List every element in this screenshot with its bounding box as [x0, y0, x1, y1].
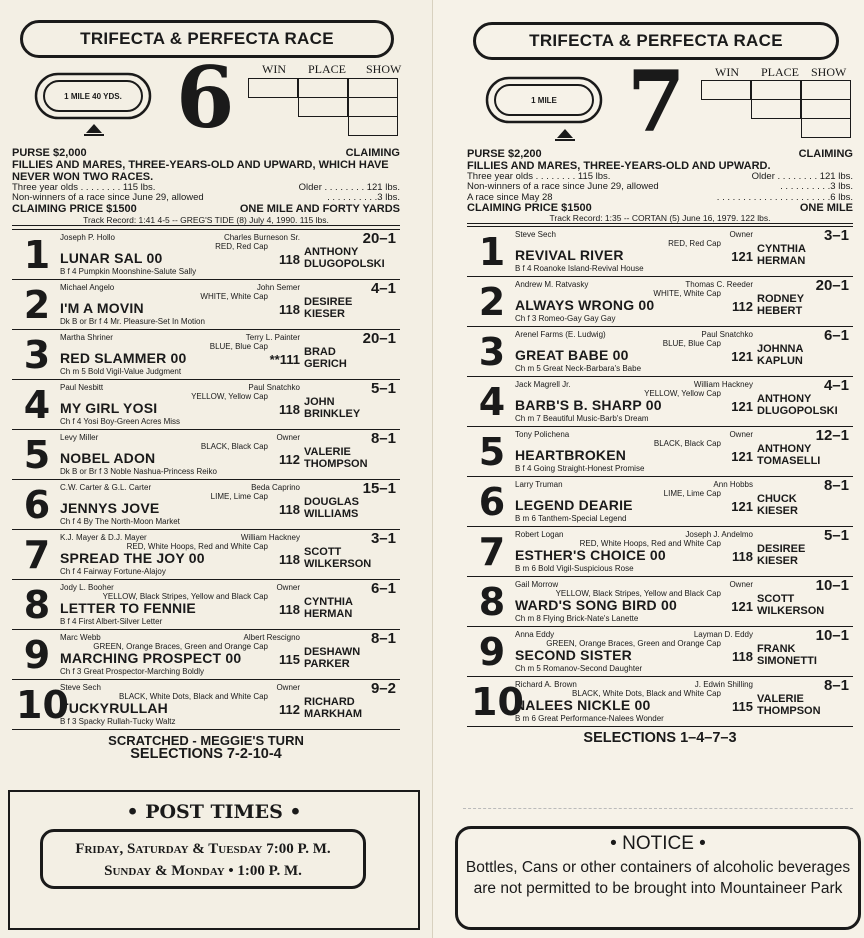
notice-text: Bottles, Cans or other containers of alcoholic beverages are not permitted to be brought into Mountaineer Park: [465, 859, 851, 897]
post-position: 5: [478, 430, 506, 474]
weight: 121: [731, 599, 753, 614]
trainer: Joseph J. Andelmo: [685, 530, 753, 539]
jockey-last-name: HEBERT: [757, 305, 803, 317]
trainer: Paul Snatchko: [701, 330, 753, 339]
race-conditions: [467, 149, 853, 214]
entry-row: [467, 377, 853, 427]
horse-name: REVIVAL RIVER: [515, 247, 624, 263]
horse-name: GREAT BABE 00: [515, 347, 629, 363]
trainer: William Hackney: [240, 533, 300, 542]
pedigree: B m 6 Great Performance-Nalees Wonder: [515, 714, 664, 723]
start-pointer-icon: [84, 123, 104, 135]
trainer: Charles Burneson Sr.: [223, 233, 300, 242]
entry-row: [12, 580, 400, 630]
entry-row: [467, 577, 853, 627]
post-position: 3: [478, 330, 506, 374]
weight: 112: [279, 452, 300, 467]
pedigree: Ch m 8 Flying Brick-Nate's Lanette: [515, 614, 639, 623]
horse-name: RED SLAMMER 00: [60, 350, 187, 366]
horse-name: LETTER TO FENNIE: [60, 600, 196, 616]
morning-line-odds: 20–1: [362, 230, 396, 247]
race-number: 6: [176, 48, 235, 147]
pedigree: B f 3 Spacky Rullah-Tucky Waltz: [60, 717, 176, 726]
weight: 121: [731, 399, 753, 414]
weight: 118: [279, 252, 300, 267]
jockey-first-name: DESIREE: [304, 296, 353, 308]
morning-line-odds: 20–1: [362, 330, 396, 347]
trainer: John Semer: [256, 283, 300, 292]
trainer: Owner: [729, 230, 753, 239]
claiming-price: CLAIMING PRICE $1500: [467, 202, 592, 214]
silks: BLACK, White Dots, Black and White Cap: [572, 689, 721, 698]
show-label: SHOW: [366, 62, 402, 76]
morning-line-odds: 10–1: [815, 577, 849, 594]
silks: GREEN, Orange Braces, Green and Orange Cap: [93, 642, 268, 651]
owner: Joseph P. Hollo: [60, 233, 115, 242]
owner: Anna Eddy: [515, 630, 555, 639]
start-pointer-icon: [555, 128, 575, 140]
jockey-first-name: JOHNNA: [757, 343, 804, 355]
trainer: Owner: [729, 430, 753, 439]
wps-labels: [715, 65, 857, 80]
entry-row: [12, 630, 400, 680]
weight: 121: [731, 249, 753, 264]
post-position: 4: [478, 380, 506, 424]
weight: 115: [279, 652, 300, 667]
morning-line-odds: 8–1: [823, 677, 849, 694]
jockey: [304, 246, 385, 270]
jockey: [757, 593, 824, 617]
weight-three-year-olds: Three year olds . . . . . . . . 115 lbs.: [467, 170, 611, 182]
selections: SELECTIONS 1–4–7–3: [583, 730, 737, 746]
horse-name: TUCKYRULLAH: [60, 700, 168, 716]
horse-name: I'M A MOVIN: [60, 300, 144, 316]
jockey-last-name: SIMONETTI: [757, 655, 817, 667]
post-position: 4: [23, 383, 51, 427]
owner: Tony Polichena: [515, 430, 570, 439]
place-label: PLACE: [761, 65, 800, 79]
jockey-first-name: ANTHONY: [757, 393, 812, 405]
silks: LIME, Lime Cap: [210, 492, 268, 501]
track-oval-icon: [34, 72, 152, 120]
silks: LIME, Lime Cap: [663, 489, 721, 498]
jockey-first-name: CYNTHIA: [757, 243, 806, 255]
entry-row: [12, 280, 400, 330]
horse-name: ESTHER'S CHOICE 00: [515, 547, 666, 563]
pedigree: B f 4 Roanoke Island-Revival House: [515, 264, 644, 273]
jockey-last-name: KIESER: [304, 308, 345, 320]
jockey: [757, 293, 804, 317]
trainer: J. Edwin Shilling: [694, 680, 753, 689]
silks: RED, White Hoops, Red and White Cap: [126, 542, 268, 551]
owner: Richard A. Brown: [515, 680, 577, 689]
jockey: [304, 446, 368, 470]
silks: GREEN, Orange Braces, Green and Orange Cap: [546, 639, 721, 648]
weight-allowance-2-lbs: . . . . . . . . . . . . . . . . . . . . . .6 lbs.: [716, 191, 853, 203]
silks: BLACK, Black Cap: [200, 442, 268, 451]
jockey-last-name: WILLIAMS: [304, 508, 359, 520]
jockey-first-name: DESHAWN: [304, 646, 361, 658]
jockey-first-name: DOUGLAS: [304, 496, 359, 508]
entry-row: [12, 230, 400, 280]
jockey-last-name: WILKERSON: [757, 605, 825, 617]
morning-line-odds: 6–1: [823, 327, 849, 344]
pedigree: B m 6 Tanthem-Special Legend: [515, 514, 627, 523]
jockey: [757, 393, 838, 417]
trainer: Terry L. Painter: [245, 333, 300, 342]
weight-allowance: Non-winners of a race since June 29, allowed: [467, 181, 659, 192]
silks: WHITE, White Cap: [653, 289, 721, 298]
morning-line-odds: 3–1: [823, 227, 849, 244]
owner: Paul Nesbitt: [60, 383, 104, 392]
horse-name: JENNYS JOVE: [60, 500, 160, 516]
win-label: WIN: [715, 65, 739, 79]
weight: 112: [732, 299, 753, 314]
entry-row: [12, 680, 400, 730]
silks: BLACK, White Dots, Black and White Cap: [119, 692, 268, 701]
jockey-first-name: SCOTT: [757, 593, 795, 605]
jockey: [757, 643, 817, 667]
track-record: Track Record: 1:41 4-5 -- GREG'S TIDE (8) July 4, 1990. 115 lbs.: [12, 215, 400, 226]
entry-row: [467, 327, 853, 377]
jockey-last-name: WILKERSON: [304, 558, 372, 570]
owner: Martha Shriner: [60, 333, 113, 342]
morning-line-odds: 20–1: [815, 277, 849, 294]
notice-box: [455, 826, 861, 930]
pedigree: B f 4 First Albert-Silver Letter: [60, 617, 163, 626]
scratched-note: SCRATCHED - MEGGIE'S TURN: [108, 733, 304, 748]
jockey: [757, 443, 820, 467]
jockey: [304, 646, 360, 670]
jockey-last-name: HERMAN: [304, 608, 353, 620]
weight: 112: [279, 702, 300, 717]
track-oval-icon: [485, 76, 603, 124]
post-position: 3: [23, 333, 51, 377]
jockey-first-name: RICHARD: [304, 696, 355, 708]
entry-row: [467, 527, 853, 577]
conditions-text: FILLIES AND MARES, THREE-YEARS-OLD AND UPWARD, WHICH HAVE NEVER WON TWO RACES.: [12, 158, 389, 183]
post-times-line-2: Sunday & Monday • 1:00 P. M.: [104, 863, 302, 879]
entry-row: [467, 277, 853, 327]
win-label: WIN: [262, 62, 286, 76]
entry-row: [467, 227, 853, 277]
morning-line-odds: 5–1: [823, 527, 849, 544]
trainer: Ann Hobbs: [713, 480, 753, 489]
jockey-last-name: THOMPSON: [757, 705, 821, 717]
jockey-last-name: THOMPSON: [304, 458, 368, 470]
owner: Jack Magrell Jr.: [515, 380, 571, 389]
jockey-last-name: GERICH: [304, 358, 347, 370]
weight-older: Older . . . . . . . . 121 lbs.: [298, 181, 400, 193]
entry-row: [12, 480, 400, 530]
jockey-first-name: ANTHONY: [304, 246, 359, 258]
post-position: 8: [23, 583, 51, 627]
owner: Arenel Farms (E. Ludwig): [515, 330, 606, 339]
horse-name: SPREAD THE JOY 00: [60, 550, 205, 566]
jockey-last-name: TOMASELLI: [757, 455, 821, 467]
morning-line-odds: 9–2: [370, 680, 396, 697]
entry-row: [12, 530, 400, 580]
weight-allowance-lbs: . . . . . . . . . .3 lbs.: [327, 192, 400, 203]
jockey-first-name: SCOTT: [304, 546, 342, 558]
morning-line-odds: 6–1: [370, 580, 396, 597]
jockey: [757, 343, 803, 367]
jockey-first-name: VALERIE: [757, 693, 804, 705]
jockey: [757, 493, 798, 517]
notice-title: • NOTICE •: [610, 833, 706, 854]
place-label: PLACE: [308, 62, 347, 76]
weight-older: Older . . . . . . . . 121 lbs.: [751, 170, 853, 182]
morning-line-odds: 5–1: [370, 380, 396, 397]
weight-allowance-lbs: . . . . . . . . . .3 lbs.: [780, 181, 853, 192]
post-position: 10: [16, 683, 69, 727]
owner: Levy Miller: [60, 433, 99, 442]
horse-name: NOBEL ADON: [60, 450, 156, 466]
post-times-title: • POST TIMES •: [126, 801, 302, 823]
pedigree: Ch m 5 Great Neck-Barbara's Babe: [515, 364, 642, 373]
post-times-line-1: Friday, Saturday & Tuesday 7:00 P. M.: [75, 841, 331, 857]
trainer: Layman D. Eddy: [693, 630, 753, 639]
purse: PURSE $2,000: [12, 147, 87, 159]
silks: BLUE, Blue Cap: [209, 342, 268, 351]
jockey-last-name: HERMAN: [757, 255, 806, 267]
entries-list: [12, 229, 400, 729]
entry-row: [467, 477, 853, 527]
jockey-first-name: JOHN: [304, 396, 335, 408]
pedigree: Ch f 4 Fairway Fortune-Alajoy: [60, 567, 166, 576]
horse-name: MY GIRL YOSI: [60, 400, 158, 416]
race-distance: ONE MILE AND FORTY YARDS: [239, 202, 400, 215]
race-type: CLAIMING: [798, 148, 853, 160]
conditions-text: FILLIES AND MARES, THREE-YEARS-OLD AND UPWARD.: [467, 159, 771, 172]
jockey-last-name: KIESER: [757, 505, 798, 517]
horse-name: SECOND SISTER: [515, 647, 632, 663]
trainer: Owner: [276, 683, 300, 692]
weight-allowance-2: A race since May 28: [467, 191, 553, 203]
entry-row: [467, 627, 853, 677]
post-position: 2: [478, 280, 506, 324]
track-record: Track Record: 1:35 -- CORTAN (5) June 16, 1979. 122 lbs.: [467, 213, 853, 224]
jockey: [757, 693, 821, 717]
morning-line-odds: 8–1: [370, 630, 396, 647]
weight: **111: [269, 352, 300, 367]
wps-grid: [701, 80, 851, 138]
morning-line-odds: 4–1: [823, 377, 849, 394]
owner: Robert Logan: [515, 530, 564, 539]
post-position: 1: [478, 230, 506, 274]
post-times-schedule: [40, 829, 366, 889]
jockey: [304, 546, 371, 570]
trainer: Owner: [729, 580, 753, 589]
post-position: 6: [23, 483, 51, 527]
silks: RED, White Hoops, Red and White Cap: [579, 539, 721, 548]
entry-row: [467, 427, 853, 477]
post-position: 7: [23, 533, 51, 577]
pedigree: Ch f 4 By The North-Moon Market: [60, 517, 180, 526]
jockey: [304, 396, 360, 420]
trainer: Owner: [276, 583, 300, 592]
horse-name: BARB'S B. SHARP 00: [515, 397, 662, 413]
jockey-last-name: DLUGOPOLSKI: [304, 258, 385, 270]
weight: 115: [732, 699, 753, 714]
post-position: 5: [23, 433, 51, 477]
weight: 121: [731, 499, 753, 514]
post-position: 6: [478, 480, 506, 524]
pedigree: B f 4 Going Straight-Honest Promise: [515, 464, 645, 473]
morning-line-odds: 8–1: [823, 477, 849, 494]
entry-row: [12, 330, 400, 380]
distance-label: 1 MILE 40 YDS.: [64, 91, 122, 101]
entry-row: [12, 380, 400, 430]
pedigree: B f 4 Pumpkin Moonshine-Salute Sally: [60, 267, 197, 276]
post-position: 10: [471, 680, 524, 724]
owner: Gail Morrow: [515, 580, 559, 589]
race-title: TRIFECTA & PERFECTA RACE: [80, 29, 334, 48]
weight: 118: [279, 602, 300, 617]
horse-name: LUNAR SAL 00: [60, 250, 163, 266]
post-position: 7: [478, 530, 506, 574]
weight: 118: [732, 649, 753, 664]
jockey-first-name: RODNEY: [757, 293, 805, 305]
jockey-first-name: CYNTHIA: [304, 596, 353, 608]
jockey: [757, 543, 805, 567]
race-7-page: [432, 0, 864, 938]
owner: Steve Sech: [60, 683, 101, 692]
silks: YELLOW, Yellow Cap: [644, 389, 721, 398]
pedigree: Ch f 3 Romeo-Gay Gay Gay: [515, 314, 616, 323]
jockey-last-name: KAPLUN: [757, 355, 803, 367]
silks: WHITE, White Cap: [200, 292, 268, 301]
post-position: 9: [23, 633, 51, 677]
owner: Marc Webb: [60, 633, 101, 642]
selections: SELECTIONS 7-2-10-4: [130, 746, 282, 762]
jockey-first-name: BRAD: [304, 346, 336, 358]
weight: 118: [279, 302, 300, 317]
jockey-first-name: FRANK: [757, 643, 796, 655]
silks: YELLOW, Yellow Cap: [191, 392, 268, 401]
silks: RED, Red Cap: [215, 242, 268, 251]
morning-line-odds: 15–1: [362, 480, 396, 497]
pedigree: Ch f 4 Yosi Boy-Green Acres Miss: [60, 417, 181, 426]
distance-label: 1 MILE: [531, 95, 557, 105]
weight: 118: [279, 502, 300, 517]
jockey-first-name: ANTHONY: [757, 443, 812, 455]
owner: C.W. Carter & G.L. Carter: [60, 483, 152, 492]
horse-name: NALEES NICKLE 00: [515, 697, 651, 713]
trainer: Paul Snatchko: [248, 383, 300, 392]
owner: Michael Angelo: [60, 283, 115, 292]
jockey-last-name: KIESER: [757, 555, 798, 567]
jockey: [757, 243, 806, 267]
weight-three-year-olds: Three year olds . . . . . . . . 115 lbs.: [12, 181, 156, 193]
pedigree: Dk B or Br f 3 Noble Nashua-Princess Reiko: [60, 467, 217, 476]
entry-row: [467, 677, 853, 727]
weight: 118: [279, 402, 300, 417]
weight: 118: [279, 552, 300, 567]
weight-allowance: Non-winners of a race since June 29, allowed: [12, 192, 204, 203]
owner: Steve Sech: [515, 230, 556, 239]
horse-name: HEARTBROKEN: [515, 447, 627, 463]
weight: 121: [731, 349, 753, 364]
horse-name: WARD'S SONG BIRD 00: [515, 597, 677, 613]
owner: Jody L. Booher: [60, 583, 114, 592]
jockey-first-name: DESIREE: [757, 543, 806, 555]
silks: RED, Red Cap: [668, 239, 721, 248]
silks: BLACK, Black Cap: [653, 439, 721, 448]
trainer: Beda Caprino: [251, 483, 300, 492]
morning-line-odds: 10–1: [815, 627, 849, 644]
pedigree: Ch m 5 Romanov-Second Daughter: [515, 664, 643, 673]
race-type: CLAIMING: [345, 147, 400, 159]
race-title: TRIFECTA & PERFECTA RACE: [529, 31, 783, 50]
trainer: Albert Rescigno: [243, 633, 300, 642]
post-position: 8: [478, 580, 506, 624]
show-label: SHOW: [811, 65, 847, 79]
purse: PURSE $2,200: [467, 148, 542, 160]
horse-name: LEGEND DEARIE: [515, 497, 633, 513]
weight: 121: [731, 449, 753, 464]
jockey: [304, 346, 347, 370]
morning-line-odds: 3–1: [370, 530, 396, 547]
morning-line-odds: 8–1: [370, 430, 396, 447]
pedigree: Ch m 5 Bold Vigil-Value Judgment: [60, 367, 182, 376]
horse-name: MARCHING PROSPECT 00: [60, 650, 242, 666]
jockey-last-name: DLUGOPOLSKI: [757, 405, 838, 417]
race-number: 7: [627, 52, 686, 151]
entry-row: [12, 430, 400, 480]
trainer: Thomas C. Reeder: [685, 280, 753, 289]
silks: YELLOW, Black Stripes, Yellow and Black Cap: [102, 592, 268, 601]
jockey-first-name: VALERIE: [304, 446, 351, 458]
post-position: 9: [478, 630, 506, 674]
pedigree: Ch m 7 Beautiful Music-Barb's Dream: [515, 414, 649, 423]
jockey-last-name: MARKHAM: [304, 708, 363, 720]
post-position: 2: [23, 283, 51, 327]
trainer: William Hackney: [693, 380, 753, 389]
owner: Andrew M. Ratvasky: [515, 280, 589, 289]
trainer: Owner: [276, 433, 300, 442]
pedigree: B m 6 Bold Vigil-Suspicious Rose: [515, 564, 634, 573]
owner: K.J. Mayer & D.J. Mayer: [60, 533, 147, 542]
race-distance: ONE MILE: [799, 202, 853, 214]
jockey: [304, 596, 353, 620]
silks: BLUE, Blue Cap: [662, 339, 721, 348]
morning-line-odds: 12–1: [815, 427, 849, 444]
weight: 118: [732, 549, 753, 564]
pedigree: Dk B or Br f 4 Mr. Pleasure-Set In Motion: [60, 317, 205, 326]
jockey-last-name: BRINKLEY: [304, 408, 361, 420]
horse-name: ALWAYS WRONG 00: [515, 297, 655, 313]
jockey: [304, 296, 352, 320]
silks: YELLOW, Black Stripes, Yellow and Black Cap: [555, 589, 721, 598]
race-conditions: [12, 148, 400, 214]
jockey: [304, 696, 362, 720]
morning-line-odds: 4–1: [370, 280, 396, 297]
pedigree: Ch f 3 Great Prospector-Marching Boldly: [60, 667, 205, 676]
claiming-price: CLAIMING PRICE $1500: [12, 202, 137, 215]
wps-labels: [262, 62, 412, 77]
jockey: [304, 496, 359, 520]
entries-list: [467, 226, 853, 726]
jockey-last-name: PARKER: [304, 658, 350, 670]
post-position: 1: [23, 233, 51, 277]
wps-grid: [248, 78, 398, 136]
owner: Larry Truman: [515, 480, 563, 489]
jockey-first-name: CHUCK: [757, 493, 797, 505]
